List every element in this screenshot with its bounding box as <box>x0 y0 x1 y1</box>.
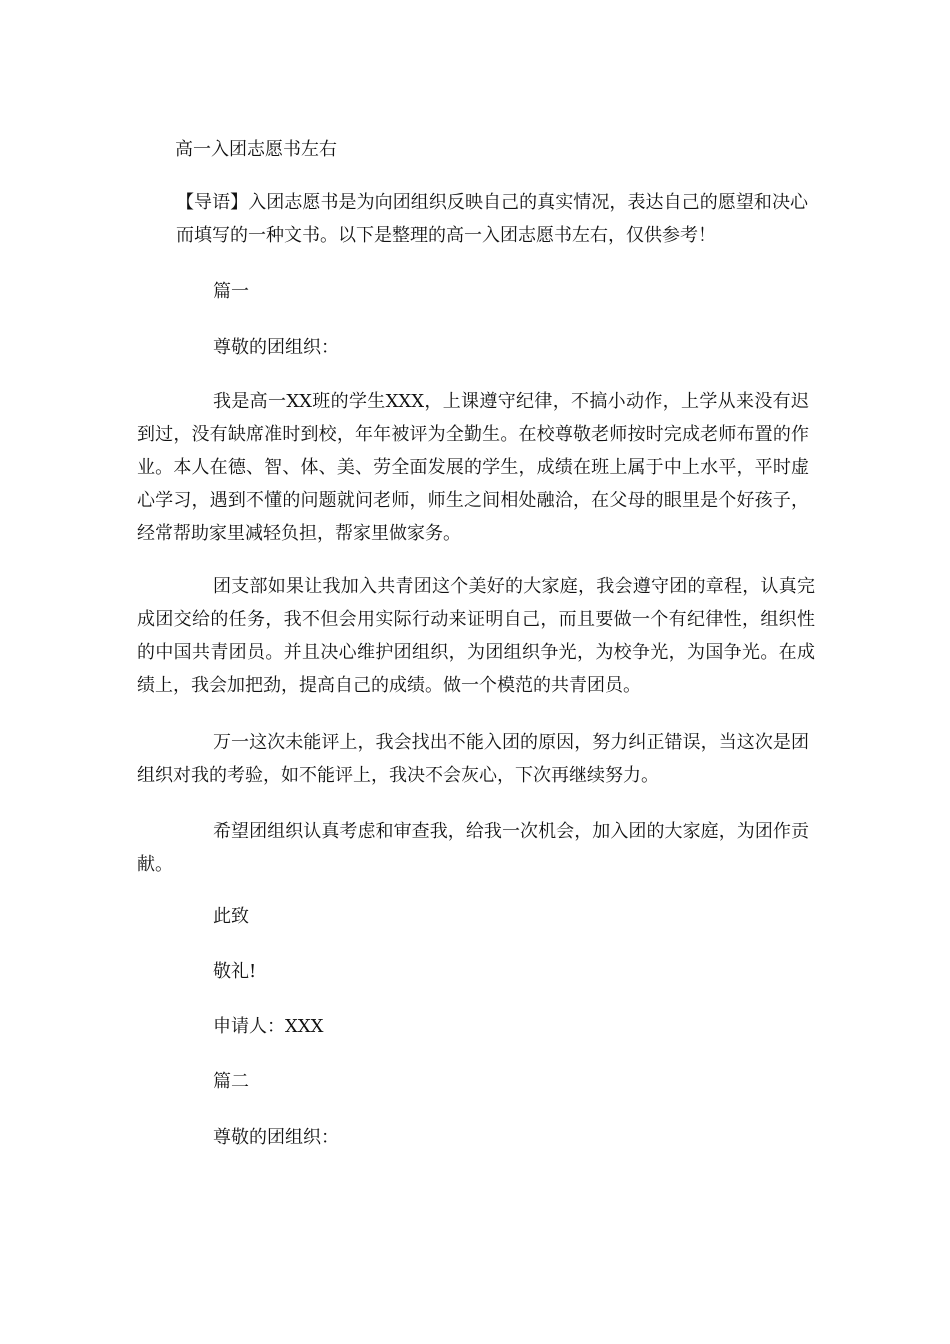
intro-paragraph: 【导语】入团志愿书是为向团组织反映自己的真实情况，表达自己的愿望和决心而填写的一种文书。以下是整理的高一入团志愿书左右，仅供参考！ <box>176 192 808 246</box>
body-paragraph-2: 团支部如果让我加入共青团这个美好的大家庭，我会遵守团的章程，认真完成团交给的任务，我不但会用实际行动来证明自己，而且要做一个有纪律性，组织性的中国共青团员。并且决心维护团组织，为团组织争光，为校争光，为国争光。在成绩上，我会加把劲，提高自己的成绩。做一个模范的共青团员。 <box>137 576 815 696</box>
applicant-signature: 申请人：XXX <box>213 1016 324 1037</box>
section2-salutation: 尊敬的团组织： <box>213 1127 339 1148</box>
closing-text: 此致 <box>213 906 249 927</box>
document-title: 高一入团志愿书左右 <box>175 139 337 160</box>
section2-heading: 篇二 <box>213 1071 249 1092</box>
body-paragraph-1: 我是高一XX班的学生XXX，上课遵守纪律，不搞小动作，上学从来没有迟到过，没有缺席准时到校，年年被评为全勤生。在校尊敬老师按时完成老师布置的作业。本人在德、智、体、美、劳全面发展的学生，成绩在班上属于中上水平，平时虚心学习，遇到不懂的问题就问老师，师生之间相处融洽，在父母的眼里是个好孩子，经常帮助家里减轻负担，帮家里做家务。 <box>137 391 809 544</box>
section1-heading: 篇一 <box>213 281 249 302</box>
body-paragraph-3: 万一这次未能评上，我会找出不能入团的原因，努力纠正错误，当这次是团组织对我的考验，如不能评上，我决不会灰心，下次再继续努力。 <box>137 732 809 786</box>
regards-text: 敬礼! <box>213 961 257 982</box>
section1-salutation: 尊敬的团组织： <box>213 337 339 358</box>
body-paragraph-4: 希望团组织认真考虑和审查我，给我一次机会，加入团的大家庭，为团作贡献。 <box>137 821 809 875</box>
